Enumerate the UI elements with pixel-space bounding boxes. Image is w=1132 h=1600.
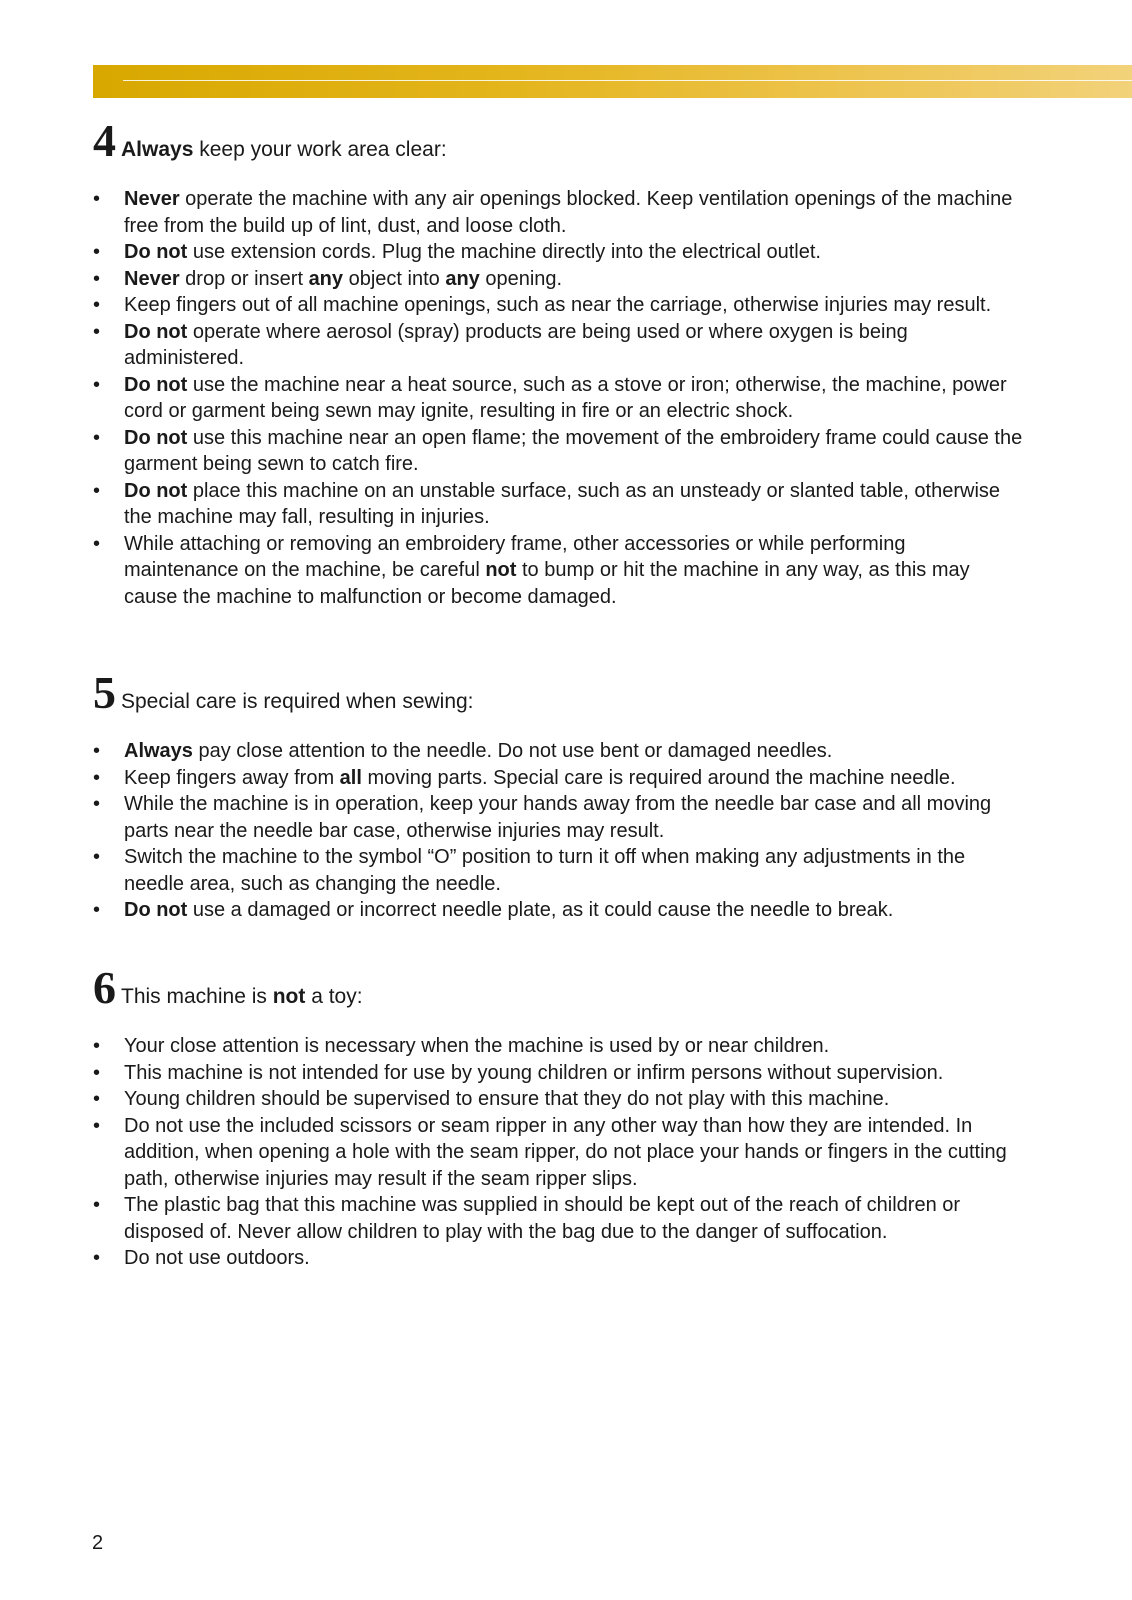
section-number: 5 (93, 667, 115, 718)
text-run: Do not use outdoors. (124, 1247, 310, 1269)
text-run: While the machine is in operation, keep your hands away from the needle bar case and all moving parts near the needle bar case, otherwise injuries may result. (124, 793, 992, 842)
text-run: place this machine on an unstable surface, such as an unsteady or slanted table, otherwise the machine may fall, resulting in injuries. (124, 479, 1001, 528)
emphasis-text: Do not (124, 241, 188, 263)
section-title (121, 984, 363, 1010)
bullet-list (93, 1033, 1023, 1272)
list-item (93, 425, 1023, 478)
text-run: object into (343, 267, 446, 290)
header-bar (93, 65, 1132, 98)
text-run: operate the machine with any air openings blocked. Keep ventilation openings of the machine free from the build up of lint, dust, and loose cloth. (124, 188, 1013, 237)
emphasis-text: Do not (124, 426, 188, 449)
text-run: use a damaged or incorrect needle plate, as it could cause the needle to break. (187, 899, 894, 921)
list-item (93, 1033, 1023, 1060)
section-heading (93, 667, 1023, 718)
emphasis-text: any (308, 267, 344, 290)
section-title (121, 689, 474, 715)
text-run: to bump or hit the machine in any way, as this may cause the machine to malfunction or become damaged. (124, 559, 970, 608)
emphasis-text: Do not (124, 899, 188, 921)
list-item (93, 1192, 1023, 1245)
list-item (93, 266, 1023, 293)
text-run: The plastic bag that this machine was supplied in should be kept out of the reach of children or disposed of. Never allow children to play with the bag due to the danger of suffocation. (124, 1194, 961, 1243)
emphasis-text: not (485, 559, 517, 581)
text-run: Keep fingers away from (124, 766, 340, 789)
text-run: Do not use the included scissors or seam ripper in any other way than how they are intended. In addition, when opening a hole with the seam ripper, do not place your hands or fingers in the cutting path, otherwise injuries may result if the seam ripper slips. (124, 1114, 1007, 1190)
text-run: Young children should be supervised to ensure that they do not play with this machine. (124, 1088, 890, 1110)
section-6 (93, 962, 1023, 1272)
text-run: This machine is (121, 985, 273, 1008)
list-item (93, 765, 1023, 792)
list-item (93, 1086, 1023, 1113)
page-number: 2 (92, 1532, 104, 1554)
list-item (93, 531, 1023, 611)
list-item (93, 239, 1023, 266)
list-item (93, 844, 1023, 897)
list-item (93, 319, 1023, 372)
list-item (93, 478, 1023, 531)
text-run: This machine is not intended for use by young children or infirm persons without supervision. (124, 1061, 944, 1084)
emphasis-text: Do not (124, 373, 188, 396)
text-run: Keep fingers out of all machine openings, such as near the carriage, otherwise injuries may result. (124, 294, 992, 316)
list-item (93, 738, 1023, 765)
list-item (93, 1060, 1023, 1087)
section-number: 6 (93, 962, 115, 1013)
list-item (93, 186, 1023, 239)
emphasis-text: not (272, 985, 306, 1008)
text-run: Your close attention is necessary when the machine is used by or near children. (124, 1035, 830, 1057)
section-heading (93, 115, 1023, 166)
emphasis-text: all (339, 766, 362, 789)
emphasis-text: Do not (124, 479, 188, 502)
text-run: drop or insert (179, 267, 309, 290)
section-title (121, 137, 447, 163)
emphasis-text: Do not (124, 320, 188, 343)
text-run: pay close attention to the needle. Do not use bent or damaged needles. (192, 740, 833, 762)
emphasis-text: Always (124, 740, 193, 762)
text-run: Switch the machine to the symbol “O” position to turn it off when making any adjustments in the needle area, such as changing the needle. (124, 846, 966, 895)
text-run: keep your work area clear: (193, 138, 447, 161)
text-run: opening. (479, 267, 563, 290)
emphasis-text: Never (124, 267, 180, 290)
section-5 (93, 667, 1023, 924)
header-bar-line (123, 80, 1132, 81)
text-run: moving parts. Special care is required around the machine needle. (361, 766, 956, 789)
list-item (93, 292, 1023, 319)
text-run: While attaching or removing an embroidery frame, other accessories or while performing maintenance on the machine, be careful (124, 532, 906, 581)
list-item (93, 897, 1023, 924)
list-item (93, 372, 1023, 425)
list-item (93, 1245, 1023, 1272)
text-run: a toy: (305, 985, 363, 1008)
bullet-list (93, 186, 1023, 610)
section-heading (93, 962, 1023, 1013)
list-item (93, 1113, 1023, 1193)
emphasis-text: any (445, 267, 480, 290)
section-number: 4 (93, 115, 115, 166)
bullet-list (93, 738, 1023, 924)
text-run: use extension cords. Plug the machine directly into the electrical outlet. (187, 241, 821, 263)
emphasis-text: Never (124, 188, 180, 210)
list-item (93, 791, 1023, 844)
text-run: use this machine near an open flame; the movement of the embroidery frame could cause the garment being sewn to catch fire. (124, 426, 1023, 475)
section-4 (93, 115, 1023, 610)
text-run: operate where aerosol (spray) products are being used or where oxygen is being administered. (124, 320, 908, 369)
emphasis-text: Always (121, 138, 194, 161)
text-run: use the machine near a heat source, such as a stove or iron; otherwise, the machine, power cord or garment being sewn may ignite, resulting in fire or an electric shock. (124, 373, 1007, 422)
text-run: Special care is required when sewing: (121, 690, 474, 713)
